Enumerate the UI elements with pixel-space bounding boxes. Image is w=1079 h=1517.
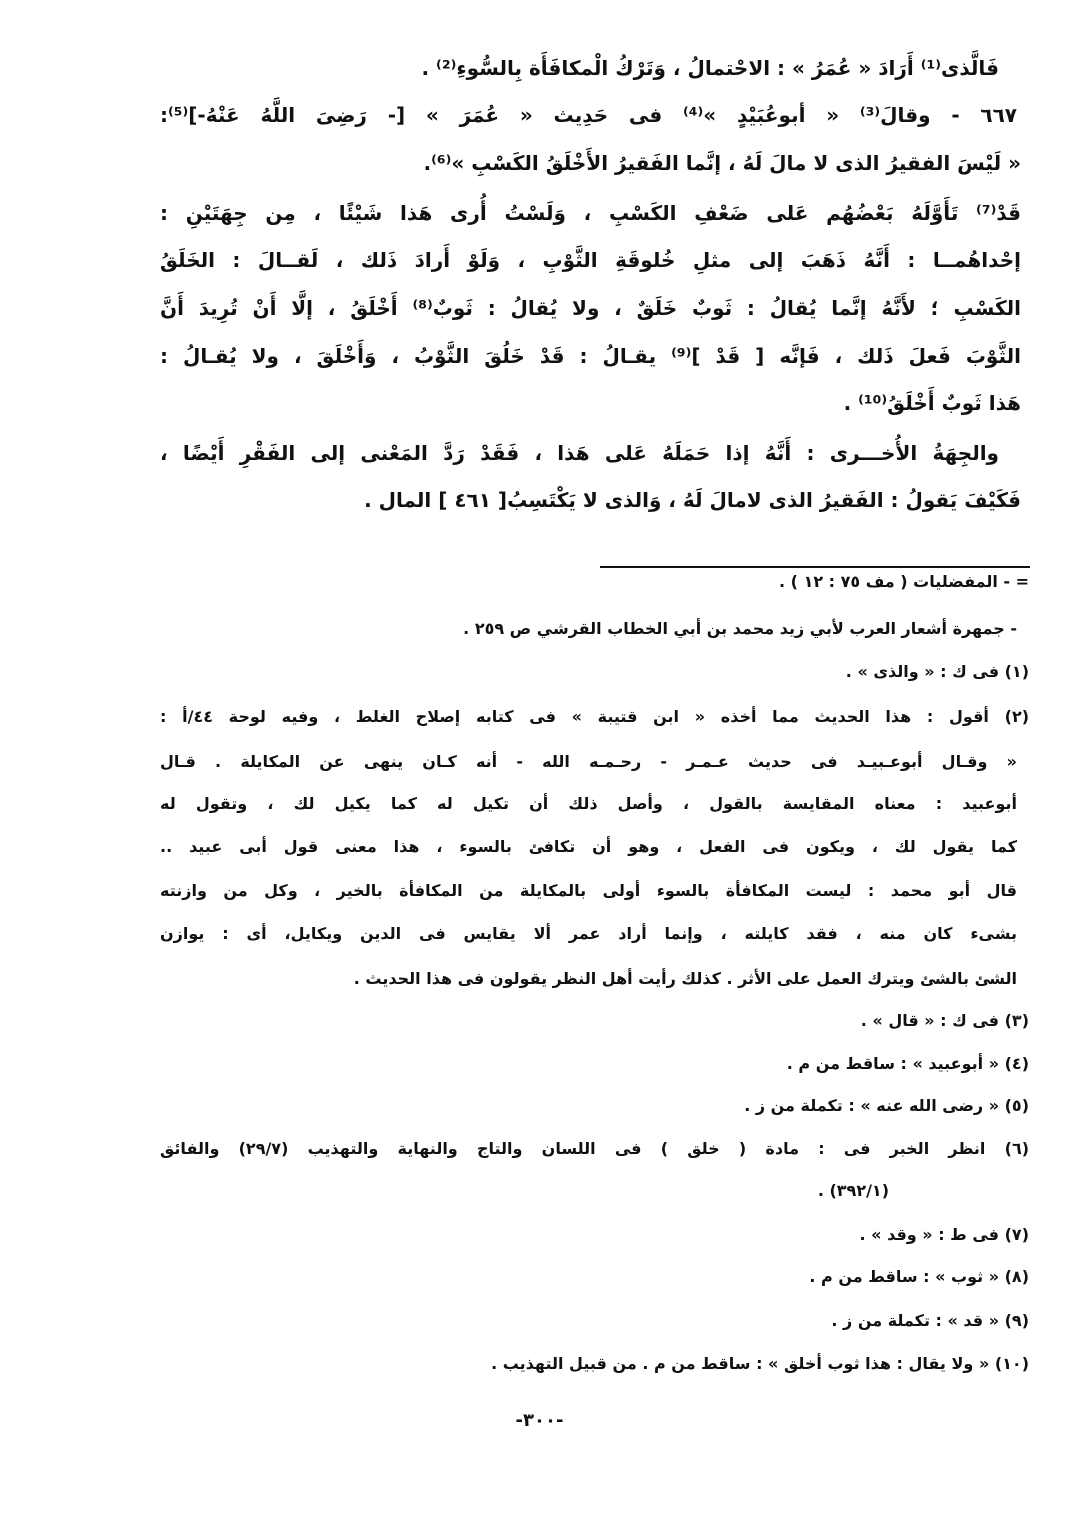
footnote-line: (١) فى ك : « والذى » .	[845, 662, 1029, 681]
footnote-line: « وقـال أبوعـبيـد فى حديث عـمـر - رحـمـه الله - أنه كـان ينهى عن المكايلة . قـال	[160, 752, 1017, 771]
main-line: هَذا ثَوبٌ أَخْلَقُ⁽¹⁰⁾ .	[843, 391, 1021, 415]
footnote-line: (٦) انظر الخبر فى : مادة ( خلق ) فى اللسان والتاج والنهاية والتهذيب (٢٩/٧) والفائق	[160, 1139, 1030, 1158]
footnote-line: (٤) « أبوعبيد » : ساقط من م .	[786, 1054, 1029, 1073]
footnote-line: الشئ بالشئ ويترك العمل على الأثر . كذلك رأيت أهل النظر يقولون فى هذا الحديث .	[353, 969, 1017, 988]
footnote-line: أبوعبيد : معناه المقايسة بالقول ، وأصل ذلك أن تكيل له كما يكيل لك ، وتقول له	[160, 794, 1017, 813]
main-line: إحْداهُمــا : أَنَّهُ ذَهَبَ إلى مثلِ خُلوقَةِ الثَّوْبِ ، وَلَوْ أَرادَ ذَلك ، لَقــالَ : الخَلَقُ	[160, 248, 1021, 272]
footnote-line: (٢) أقول : هذا الحديث مما أخذه « ابن قتيبة » فى كتابه إصلاح الغلط ، وفيه لوحة ٤٤/أ :	[160, 707, 1030, 726]
main-line: الكَسْبِ ؛ لأَنَّهُ إنَّما يُقالُ : ثَوبٌ خَلَقٌ ، ولا يُقالُ : ثَوبٌ⁽⁸⁾ أَخْلَقُ ، إلَّا أَنْ تُرِيدَ أَنَّ	[160, 296, 1021, 320]
main-line: « لَيْسَ الفقيرُ الذى لا مالَ لَهُ ، إنَّما الفَقيرُ الأَخْلَقُ الكَسْبِ »⁽⁶⁾.	[423, 151, 1021, 175]
footnote-line: (١٠) « ولا يقال : هذا ثوب أخلق » : ساقط من م . من قبيل التهذيب .	[491, 1354, 1029, 1373]
main-line: فَكَيْفَ يَقولُ : الفَقيرُ الذى لامالَ لَهُ ، وَالذى لا يَكْتَسِبُ[ ٤٦١ ] المال .	[364, 488, 1021, 512]
main-line: قَدْ⁽⁷⁾ تَأَوَّلَهُ بَعْضُهُم عَلى ضَعْفِ الكَسْبِ ، وَلَسْتُ أُرى هَذا شَيْئًا ، مِن جِهَتَيْنِ :	[160, 201, 1021, 225]
footnote-line: (٩) « قد » : تكملة من ز .	[831, 1311, 1029, 1330]
main-line: والجِهَةُ الأُخـــرى : أَنَّهُ إذا حَمَلَهُ عَلى هَذا ، فَقَدْ رَدَّ المَعْنى إلى الفَقْرِ أَيْضًا ،	[160, 441, 999, 465]
footnote-line: (٣٩٢/١) .	[817, 1181, 889, 1200]
page-number: -٣٠٠-	[515, 1410, 564, 1431]
footnote-line: كما يقول لك ، ويكون فى الفعل ، وهو أن تكافئ بالسوء ، هذا معنى قول أبى عبيد ..	[160, 837, 1017, 856]
footnote-separator	[600, 566, 1030, 568]
main-line: فَالَّذى⁽¹⁾ أَرَادَ « عُمَرُ » : الاحْتمالُ ، وَتَرْكُ الْمكافَأَة بِالسُّوءِ⁽²⁾ .	[421, 56, 999, 80]
footnote-line: - جمهرة أشعار العرب لأبي زيد محمد بن أبي الخطاب القرشي ص ٢٥٩ .	[463, 619, 1017, 638]
footnote-line: (٣) فى ك : « قال » .	[860, 1011, 1029, 1030]
footnote-line: (٨) « ثوب » : ساقط من م .	[809, 1267, 1029, 1286]
main-line: الثَّوْبَ فَعلَ ذَلك ، فَإنَّه [ قَدْ ]⁽⁹⁾ يقـالُ : قَدْ خَلُقَ الثَّوْبُ ، وَأَخْلَقَ ، ولا يُقـالُ :	[160, 344, 1021, 368]
footnote-line: = - المفضليات ( مف ٧٥ : ١٢ ) .	[779, 572, 1029, 591]
footnote-line: (٧) فى ط : « وقد » .	[859, 1225, 1029, 1244]
footnote-line: بشىء كان منه ، فقد كايلته ، وإنما أراد عمر ألا يقايس فى الدين ويكايل، أى : يوازن	[160, 924, 1017, 943]
footnote-line: قال أبو محمد : ليست المكافأة بالسوء أولى بالمكايلة من المكافأة بالخير ، وكل من وازنته	[160, 881, 1017, 900]
main-line: ٦٦٧ - وقالَ⁽³⁾ « أبوعُبَيْدٍ »⁽⁴⁾ فى حَدِيث « عُمَرَ » [- رَضِىَ اللَّهُ عَنْهُ-]⁽⁵⁾:	[160, 103, 1017, 127]
footnote-line: (٥) « رضى الله عنه » : تكملة من ز .	[744, 1096, 1029, 1115]
